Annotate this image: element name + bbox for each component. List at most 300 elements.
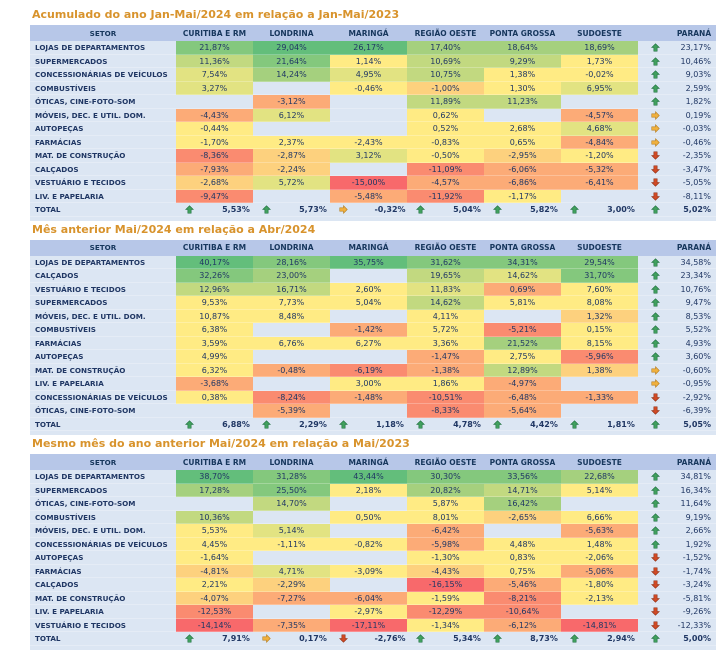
value-cell[interactable]: -12,29% [407,605,484,619]
value-cell[interactable] [484,310,561,324]
value-cell[interactable]: -4,57% [407,176,484,190]
value-cell[interactable]: -11,09% [407,163,484,177]
parana-value-cell[interactable]: 8,53% [672,310,716,324]
parana-value-cell[interactable]: 34,58% [672,256,716,270]
value-cell[interactable]: 1,32% [561,310,638,324]
value-cell[interactable]: -0,46% [330,82,407,96]
value-cell[interactable]: 3,27% [176,82,253,96]
value-cell[interactable]: -0,82% [330,538,407,552]
sector-label-cell[interactable]: MÓVEIS, DEC. E UTIL. DOM. [30,524,176,538]
value-cell[interactable]: 21,64% [253,55,330,69]
sector-label-cell[interactable]: COMBUSTÍVEIS [30,82,176,96]
value-cell[interactable]: 40,17% [176,256,253,270]
parana-value-cell[interactable]: 4,93% [672,337,716,351]
value-cell[interactable]: 7,54% [176,68,253,82]
column-header-setor[interactable]: SETOR [89,243,117,252]
value-cell[interactable]: 12,96% [176,283,253,297]
value-cell[interactable]: -3,09% [330,565,407,579]
value-cell[interactable]: 0,38% [176,391,253,405]
total-value-cell[interactable] [253,203,330,217]
value-cell[interactable]: 26,17% [330,41,407,55]
value-cell[interactable]: 23,00% [253,269,330,283]
total-value-cell[interactable] [176,418,253,432]
value-cell[interactable]: -10,51% [407,391,484,405]
value-cell[interactable]: 8,15% [561,337,638,351]
value-cell[interactable]: 2,60% [330,283,407,297]
value-cell[interactable]: 4,95% [330,68,407,82]
value-cell[interactable] [330,310,407,324]
sector-label-cell[interactable]: VESTUÁRIO E TECIDOS [30,176,176,190]
value-cell[interactable] [253,511,330,525]
sector-label-cell[interactable]: MAT. DE CONSTRUÇÃO [30,149,176,163]
value-cell[interactable]: -1,70% [176,136,253,150]
column-header-region[interactable]: PONTA GROSSA [489,28,556,38]
value-cell[interactable]: 2,21% [176,578,253,592]
parana-value-cell[interactable]: -12,33% [672,619,716,633]
parana-value-cell[interactable]: 10,46% [672,55,716,69]
parana-value-cell[interactable]: -0,03% [672,122,716,136]
column-header-setor[interactable]: SETOR [89,457,117,467]
parana-value-cell[interactable]: 23,17% [672,41,716,55]
value-cell[interactable]: 7,60% [561,283,638,297]
value-cell[interactable]: 1,30% [484,82,561,96]
value-cell[interactable]: 18,69% [561,41,638,55]
column-header-region[interactable]: MARINGÁ [348,457,389,467]
sector-label-cell[interactable]: LOJAS DE DEPARTAMENTOS [30,256,176,270]
column-header-parana[interactable]: PARANÁ [676,28,712,38]
value-cell[interactable]: 9,29% [484,55,561,69]
parana-value-cell[interactable]: 1,82% [672,95,716,109]
value-cell[interactable]: -6,04% [330,592,407,606]
sector-label-cell[interactable]: CONCESSIONÁRIAS DE VEÍCULOS [30,391,176,405]
value-cell[interactable] [561,404,638,418]
value-cell[interactable]: 31,70% [561,269,638,283]
value-cell[interactable]: 19,65% [407,269,484,283]
value-cell[interactable]: -4,43% [407,565,484,579]
value-cell[interactable]: 12,89% [484,364,561,378]
value-cell[interactable]: -3,68% [176,377,253,391]
value-cell[interactable] [330,551,407,565]
value-cell[interactable]: -5,63% [561,524,638,538]
value-cell[interactable] [176,95,253,109]
value-cell[interactable]: 6,32% [176,364,253,378]
value-cell[interactable]: -1,80% [561,578,638,592]
column-header-region[interactable]: REGIÃO OESTE [414,243,477,252]
value-cell[interactable]: 3,59% [176,337,253,351]
sector-label-cell[interactable]: COMBUSTÍVEIS [30,323,176,337]
value-cell[interactable]: 10,75% [407,68,484,82]
value-cell[interactable]: 25,50% [253,484,330,498]
column-header-region[interactable]: MARINGÁ [348,28,389,38]
value-cell[interactable]: -5,48% [330,190,407,204]
parana-value-cell[interactable]: -9,26% [672,605,716,619]
value-cell[interactable]: 10,36% [176,511,253,525]
total-value-cell[interactable] [484,203,561,217]
value-cell[interactable]: -0,02% [561,68,638,82]
value-cell[interactable]: 3,12% [330,149,407,163]
value-cell[interactable]: 14,24% [253,68,330,82]
value-cell[interactable]: -2,87% [253,149,330,163]
value-cell[interactable]: -6,19% [330,364,407,378]
column-header-region[interactable]: LONDRINA [269,457,314,467]
value-cell[interactable]: 1,38% [561,364,638,378]
value-cell[interactable] [253,122,330,136]
value-cell[interactable] [484,524,561,538]
sector-label-cell[interactable]: CALÇADOS [30,578,176,592]
value-cell[interactable]: -7,35% [253,619,330,633]
value-cell[interactable] [330,269,407,283]
value-cell[interactable]: -1,17% [484,190,561,204]
value-cell[interactable] [253,350,330,364]
value-cell[interactable]: 33,56% [484,470,561,484]
value-cell[interactable]: -6,12% [484,619,561,633]
value-cell[interactable]: -1,20% [561,149,638,163]
value-cell[interactable]: -1,48% [330,391,407,405]
sector-label-cell[interactable]: COMBUSTÍVEIS [30,511,176,525]
sector-label-cell[interactable]: SUPERMERCADOS [30,55,176,69]
column-header-region[interactable]: LONDRINA [269,243,314,252]
parana-value-cell[interactable]: 10,76% [672,283,716,297]
parana-value-cell[interactable]: -1,52% [672,551,716,565]
value-cell[interactable]: -5,32% [561,163,638,177]
value-cell[interactable]: -1,47% [407,350,484,364]
sector-label-cell[interactable]: AUTOPEÇAS [30,551,176,565]
value-cell[interactable]: 8,08% [561,296,638,310]
value-cell[interactable]: -4,84% [561,136,638,150]
value-cell[interactable]: 7,73% [253,296,330,310]
parana-value-cell[interactable]: -0,95% [672,377,716,391]
value-cell[interactable]: -1,33% [561,391,638,405]
value-cell[interactable]: 34,31% [484,256,561,270]
column-header-region[interactable]: CURITIBA E RM [182,243,247,252]
value-cell[interactable]: -3,12% [253,95,330,109]
sector-label-cell[interactable]: MAT. DE CONSTRUÇÃO [30,592,176,606]
parana-value-cell[interactable]: -2,35% [672,149,716,163]
value-cell[interactable]: -5,06% [561,565,638,579]
total-value-cell[interactable] [176,203,253,217]
value-cell[interactable] [330,163,407,177]
value-cell[interactable]: 0,65% [484,136,561,150]
value-cell[interactable]: -6,42% [407,524,484,538]
value-cell[interactable]: 16,42% [484,497,561,511]
sector-label-cell[interactable]: MÓVEIS, DEC. E UTIL. DOM. [30,109,176,123]
total-value-cell[interactable] [330,632,407,646]
value-cell[interactable] [176,404,253,418]
value-cell[interactable]: -1,30% [407,551,484,565]
value-cell[interactable] [253,323,330,337]
value-cell[interactable]: -9,47% [176,190,253,204]
column-header-parana[interactable]: PARANÁ [676,243,712,252]
parana-value-cell[interactable]: -5,05% [672,176,716,190]
value-cell[interactable]: 14,62% [484,269,561,283]
value-cell[interactable]: 1,86% [407,377,484,391]
value-cell[interactable]: 38,70% [176,470,253,484]
value-cell[interactable]: 2,68% [484,122,561,136]
value-cell[interactable] [561,95,638,109]
value-cell[interactable]: 28,16% [253,256,330,270]
parana-value-cell[interactable]: -3,24% [672,578,716,592]
value-cell[interactable]: 4,11% [407,310,484,324]
value-cell[interactable]: 6,95% [561,82,638,96]
value-cell[interactable]: 5,81% [484,296,561,310]
value-cell[interactable]: 1,38% [484,68,561,82]
value-cell[interactable]: -8,33% [407,404,484,418]
value-cell[interactable]: 0,52% [407,122,484,136]
value-cell[interactable] [176,497,253,511]
total-value-cell[interactable] [561,203,638,217]
total-value-cell[interactable] [561,632,638,646]
value-cell[interactable]: 10,87% [176,310,253,324]
value-cell[interactable]: -0,50% [407,149,484,163]
sector-label-cell[interactable]: VESTUÁRIO E TECIDOS [30,619,176,633]
value-cell[interactable]: 2,37% [253,136,330,150]
sector-label-cell[interactable]: VESTUÁRIO E TECIDOS [30,283,176,297]
value-cell[interactable]: -8,21% [484,592,561,606]
value-cell[interactable]: 0,69% [484,283,561,297]
value-cell[interactable]: 8,48% [253,310,330,324]
parana-value-cell[interactable]: -2,92% [672,391,716,405]
total-value-cell[interactable] [330,203,407,217]
value-cell[interactable]: 21,52% [484,337,561,351]
value-cell[interactable]: -6,48% [484,391,561,405]
value-cell[interactable]: 0,62% [407,109,484,123]
sector-label-cell[interactable]: MAT. DE CONSTRUÇÃO [30,364,176,378]
column-header-region[interactable]: CURITIBA E RM [182,457,247,467]
column-header-region[interactable]: PONTA GROSSA [489,457,556,467]
sector-label-cell[interactable]: FARMÁCIAS [30,136,176,150]
parana-value-cell[interactable]: 2,59% [672,82,716,96]
value-cell[interactable]: -0,83% [407,136,484,150]
value-cell[interactable]: -14,14% [176,619,253,633]
sector-label-cell[interactable]: FARMÁCIAS [30,565,176,579]
value-cell[interactable]: -1,00% [407,82,484,96]
sector-label-cell[interactable]: ÓTICAS, CINE-FOTO-SOM [30,404,176,418]
value-cell[interactable]: 1,48% [561,538,638,552]
value-cell[interactable]: 16,71% [253,283,330,297]
column-header-setor[interactable]: SETOR [89,28,117,38]
value-cell[interactable]: -2,29% [253,578,330,592]
parana-value-cell[interactable]: 1,92% [672,538,716,552]
value-cell[interactable] [330,109,407,123]
sector-label-cell[interactable]: FARMÁCIAS [30,337,176,351]
value-cell[interactable] [330,350,407,364]
value-cell[interactable]: -4,97% [484,377,561,391]
value-cell[interactable]: -1,42% [330,323,407,337]
value-cell[interactable]: -16,15% [407,578,484,592]
value-cell[interactable]: 11,89% [407,95,484,109]
value-cell[interactable]: -2,97% [330,605,407,619]
column-header-region[interactable]: CURITIBA E RM [182,28,247,38]
value-cell[interactable]: 1,14% [330,55,407,69]
value-cell[interactable] [330,404,407,418]
parana-value-cell[interactable]: 34,81% [672,470,716,484]
value-cell[interactable]: 4,71% [253,565,330,579]
value-cell[interactable]: -7,27% [253,592,330,606]
value-cell[interactable]: 5,53% [176,524,253,538]
sector-label-cell[interactable]: CALÇADOS [30,269,176,283]
value-cell[interactable]: 31,62% [407,256,484,270]
value-cell[interactable] [330,95,407,109]
value-cell[interactable] [330,497,407,511]
value-cell[interactable]: 5,72% [407,323,484,337]
value-cell[interactable]: -5,64% [484,404,561,418]
sector-label-cell[interactable]: LIV. E PAPELARIA [30,377,176,391]
parana-value-cell[interactable]: -5,81% [672,592,716,606]
column-header-region[interactable]: PONTA GROSSA [489,243,556,252]
parana-value-cell[interactable]: 5,52% [672,323,716,337]
value-cell[interactable]: -2,65% [484,511,561,525]
value-cell[interactable]: 17,28% [176,484,253,498]
sector-label-cell[interactable]: MÓVEIS, DEC. E UTIL. DOM. [30,310,176,324]
total-value-cell[interactable] [253,418,330,432]
value-cell[interactable]: 32,26% [176,269,253,283]
value-cell[interactable]: 4,45% [176,538,253,552]
value-cell[interactable]: -1,64% [176,551,253,565]
sector-label-cell[interactable]: ÓTICAS, CINE-FOTO-SOM [30,497,176,511]
value-cell[interactable]: 4,68% [561,122,638,136]
value-cell[interactable]: 4,48% [484,538,561,552]
value-cell[interactable]: -10,64% [484,605,561,619]
value-cell[interactable]: -1,11% [253,538,330,552]
parana-value-cell[interactable]: 11,64% [672,497,716,511]
value-cell[interactable]: -0,48% [253,364,330,378]
total-parana-cell[interactable]: 5,02% [672,203,716,217]
column-header-region[interactable]: REGIÃO OESTE [414,28,477,38]
column-header-region[interactable]: LONDRINA [269,28,314,38]
parana-value-cell[interactable]: 16,34% [672,484,716,498]
value-cell[interactable]: 43,44% [330,470,407,484]
value-cell[interactable]: -1,38% [407,364,484,378]
value-cell[interactable]: 35,75% [330,256,407,270]
value-cell[interactable]: 21,87% [176,41,253,55]
total-label-cell[interactable]: TOTAL [30,203,176,217]
value-cell[interactable] [330,122,407,136]
value-cell[interactable]: 17,40% [407,41,484,55]
sector-label-cell[interactable]: CONCESSIONÁRIAS DE VEÍCULOS [30,68,176,82]
column-header-region[interactable]: SUDOESTE [577,457,622,467]
value-cell[interactable]: -6,86% [484,176,561,190]
value-cell[interactable] [330,524,407,538]
column-header-region[interactable]: MARINGÁ [348,243,389,252]
sector-label-cell[interactable]: ÓTICAS, CINE-FOTO-SOM [30,95,176,109]
value-cell[interactable]: -1,34% [407,619,484,633]
sector-label-cell[interactable]: SUPERMERCADOS [30,484,176,498]
parana-value-cell[interactable]: 3,60% [672,350,716,364]
value-cell[interactable]: -8,36% [176,149,253,163]
value-cell[interactable]: 29,04% [253,41,330,55]
value-cell[interactable]: -5,96% [561,350,638,364]
value-cell[interactable]: -2,68% [176,176,253,190]
value-cell[interactable]: 5,87% [407,497,484,511]
value-cell[interactable] [561,497,638,511]
total-parana-cell[interactable]: 5,05% [672,418,716,432]
value-cell[interactable]: -5,39% [253,404,330,418]
value-cell[interactable]: -2,13% [561,592,638,606]
value-cell[interactable]: 11,83% [407,283,484,297]
parana-value-cell[interactable]: -0,60% [672,364,716,378]
value-cell[interactable]: 5,14% [561,484,638,498]
value-cell[interactable] [561,377,638,391]
sector-label-cell[interactable]: AUTOPEÇAS [30,122,176,136]
total-value-cell[interactable] [407,418,484,432]
value-cell[interactable]: 1,73% [561,55,638,69]
value-cell[interactable]: 6,38% [176,323,253,337]
value-cell[interactable]: 0,15% [561,323,638,337]
sector-label-cell[interactable]: CALÇADOS [30,163,176,177]
column-header-parana[interactable]: PARANÁ [676,457,712,467]
parana-value-cell[interactable]: -6,39% [672,404,716,418]
value-cell[interactable]: -8,24% [253,391,330,405]
parana-value-cell[interactable]: -3,47% [672,163,716,177]
column-header-region[interactable]: REGIÃO OESTE [414,457,477,467]
total-value-cell[interactable] [330,418,407,432]
column-header-region[interactable]: SUDOESTE [577,28,622,38]
value-cell[interactable] [561,190,638,204]
value-cell[interactable]: -2,43% [330,136,407,150]
value-cell[interactable]: 14,70% [253,497,330,511]
value-cell[interactable] [330,578,407,592]
total-value-cell[interactable] [176,632,253,646]
value-cell[interactable] [561,605,638,619]
total-value-cell[interactable] [253,632,330,646]
value-cell[interactable]: -4,07% [176,592,253,606]
value-cell[interactable]: -5,98% [407,538,484,552]
parana-value-cell[interactable]: 23,34% [672,269,716,283]
value-cell[interactable]: 0,75% [484,565,561,579]
value-cell[interactable]: 20,82% [407,484,484,498]
value-cell[interactable]: -4,81% [176,565,253,579]
column-header-region[interactable]: SUDOESTE [577,243,622,252]
parana-value-cell[interactable]: 2,66% [672,524,716,538]
value-cell[interactable]: 14,62% [407,296,484,310]
value-cell[interactable]: 6,27% [330,337,407,351]
value-cell[interactable] [484,109,561,123]
value-cell[interactable] [253,377,330,391]
total-parana-cell[interactable]: 5,00% [672,632,716,646]
value-cell[interactable] [253,551,330,565]
value-cell[interactable]: -14,81% [561,619,638,633]
parana-value-cell[interactable]: 9,03% [672,68,716,82]
value-cell[interactable]: 3,00% [330,377,407,391]
value-cell[interactable]: -2,24% [253,163,330,177]
value-cell[interactable] [253,605,330,619]
value-cell[interactable]: 6,76% [253,337,330,351]
total-label-cell[interactable]: TOTAL [30,632,176,646]
value-cell[interactable]: -5,46% [484,578,561,592]
total-label-cell[interactable]: TOTAL [30,418,176,432]
value-cell[interactable]: 30,30% [407,470,484,484]
value-cell[interactable]: 2,75% [484,350,561,364]
value-cell[interactable]: 3,36% [407,337,484,351]
value-cell[interactable]: -4,43% [176,109,253,123]
value-cell[interactable]: 11,23% [484,95,561,109]
sector-label-cell[interactable]: LIV. E PAPELARIA [30,190,176,204]
parana-value-cell[interactable]: -8,11% [672,190,716,204]
value-cell[interactable]: 10,69% [407,55,484,69]
value-cell[interactable]: -1,59% [407,592,484,606]
value-cell[interactable]: -7,93% [176,163,253,177]
value-cell[interactable]: -12,53% [176,605,253,619]
value-cell[interactable]: 29,54% [561,256,638,270]
value-cell[interactable]: 6,12% [253,109,330,123]
parana-value-cell[interactable]: 9,19% [672,511,716,525]
value-cell[interactable]: 8,01% [407,511,484,525]
value-cell[interactable] [253,190,330,204]
sector-label-cell[interactable]: LOJAS DE DEPARTAMENTOS [30,470,176,484]
parana-value-cell[interactable]: 0,19% [672,109,716,123]
parana-value-cell[interactable]: 9,47% [672,296,716,310]
value-cell[interactable]: 4,99% [176,350,253,364]
